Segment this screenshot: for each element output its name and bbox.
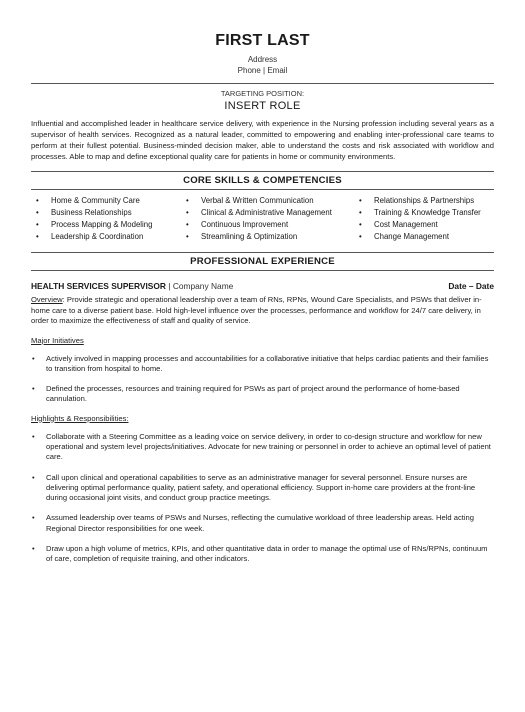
target-role: INSERT ROLE — [224, 100, 301, 112]
skill-item: • Continuous Improvement — [181, 219, 354, 231]
skill-item: • Streamlining & Optimization — [181, 231, 354, 243]
skill-item: • Home & Community Care — [31, 195, 181, 207]
address-text: Address — [247, 55, 278, 64]
skill-item: • Training & Knowledge Transfer — [354, 207, 494, 219]
skills-heading: CORE SKILLS & COMPETENCIES — [31, 171, 494, 190]
phone-email-text: Phone | Email — [237, 66, 288, 75]
experience-heading: PROFESSIONAL EXPERIENCE — [31, 252, 494, 271]
skill-item: • Process Mapping & Modeling — [31, 219, 181, 231]
highlights-label: Highlights & Responsibilities: — [31, 413, 129, 423]
skills-column-2 — [181, 195, 354, 243]
job-separator: | — [165, 281, 173, 291]
list-item: • Actively involved in mapping processes and accountabilities for a collaborative initiative that helps cardiac patients and their families to transition from hospital to home. — [31, 354, 494, 375]
list-item: • Draw upon a high volume of metrics, KPIs, and other quantitative data in order to manage the optimal use of RNs/RPNs, continuum of care, completion of requisite training, and other indicators. — [31, 544, 494, 565]
job-title-block — [31, 281, 233, 291]
highlights-list — [31, 432, 494, 565]
skill-item: • Cost Management — [354, 219, 494, 231]
overview-paragraph — [31, 295, 494, 327]
job-header — [31, 281, 494, 291]
skill-item: • Verbal & Written Communication — [181, 195, 354, 207]
list-item: • Collaborate with a Steering Committee as a leading voice on service delivery, in order to co-design structure and workflow for new operational and system level projects/initiatives. Advocate for new training or personnel in order to achieve an optimal level of patient care. — [31, 432, 494, 463]
skill-item: • Business Relationships — [31, 207, 181, 219]
skill-item: • Change Management — [354, 231, 494, 243]
skill-item: • Clinical & Administrative Management — [181, 207, 354, 219]
resume-page — [0, 32, 525, 712]
job-dates: Date – Date — [448, 281, 494, 291]
overview-label: Overview — [31, 295, 63, 304]
header-divider — [31, 83, 494, 84]
summary-paragraph: Influential and accomplished leader in healthcare service delivery, with experience in the Nursing profession including several years as a supervisor of health services. Recognized as a natural leader, committed to empowering and enabling inter-professional care teams to perform at their fullest potential. Business-minded decision maker, able to understand the costs and risk associated with workflow and processes. Able to map and define exceptional quality care for patients in home or community environments. — [31, 119, 494, 161]
contact-block — [31, 54, 494, 76]
candidate-name: FIRST LAST — [215, 32, 310, 49]
skill-item: • Relationships & Partnerships — [354, 195, 494, 207]
job-title: HEALTH SERVICES SUPERVISOR — [31, 281, 166, 291]
overview-text: : Provide strategic and operational leadership over a team of RNs, RPNs, Wound Care Specialists, and PSWs that deliver in-home care to a diverse patient base. Hold high-level influence over the processes, performance and workflow for 24/7 care delivery, in order to maximize the effectiveness of staff and quality of service. — [31, 295, 482, 325]
targeting-label: TARGETING POSITION: — [220, 89, 305, 98]
skills-column-1 — [31, 195, 181, 243]
list-item: • Defined the processes, resources and training required for PSWs as part of project around the performance of home-based cannulation. — [31, 384, 494, 405]
major-initiatives-list — [31, 354, 494, 405]
skills-column-3 — [354, 195, 494, 243]
skill-item: • Leadership & Coordination — [31, 231, 181, 243]
list-item: • Assumed leadership over teams of PSWs and Nurses, reflecting the cumulative workload of three leadership areas. Held acting Regional Director responsibilities for one week. — [31, 513, 494, 534]
skills-grid — [31, 195, 494, 243]
major-initiatives-label: Major Initiatives — [31, 335, 84, 345]
company-name: Company Name — [172, 281, 234, 291]
list-item: • Call upon clinical and operational capabilities to serve as an administrative manager for several personnel. Ensure nurses are delivering optimal performance quality, patient safety, and operational efficiency. Support in-home care providers at the front-line during occasional joint visits, and conduct group practice meetings. — [31, 473, 494, 504]
